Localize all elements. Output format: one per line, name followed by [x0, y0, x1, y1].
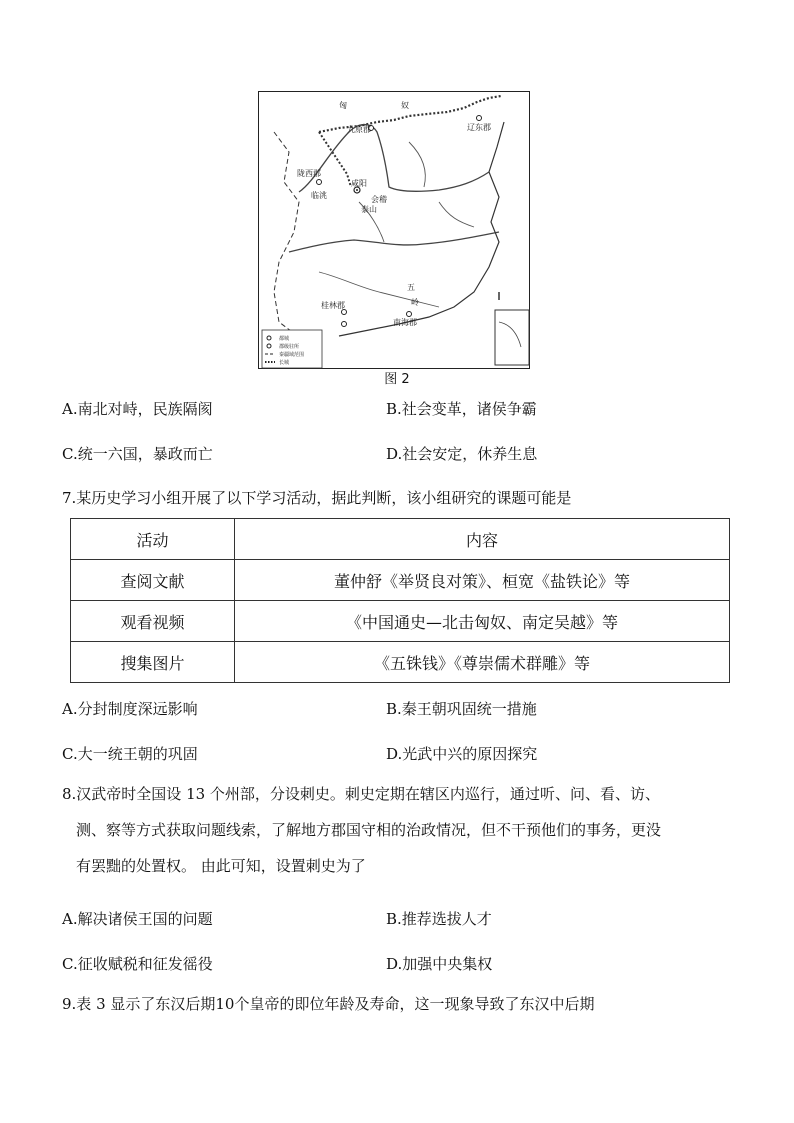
map-label-xianyang: 咸阳	[351, 179, 367, 188]
q8-option-b: B.推荐选拔人才	[386, 910, 492, 928]
q7-option-d: D.光武中兴的原因探究	[386, 745, 538, 763]
marker-xiang	[342, 322, 347, 327]
table-header-cell: 内容	[235, 519, 730, 560]
map-label-nanhai: 南海郡	[393, 318, 417, 327]
territory-boundary	[274, 132, 319, 342]
q6-option-b: B.社会变革，诸侯争霸	[386, 400, 537, 418]
map-label-guilin: 桂林郡	[321, 301, 345, 310]
table-cell: 搜集图片	[71, 642, 235, 683]
map-label-jiuyuan: 九原郡	[347, 125, 371, 134]
table-cell: 观看视频	[71, 601, 235, 642]
marker-longxi	[317, 180, 322, 185]
inset-coast	[499, 322, 521, 347]
river-a	[409, 142, 425, 187]
figure-caption: 图 2	[384, 372, 410, 387]
marker-nanhai	[407, 312, 412, 317]
q7-option-a: A.分封制度深远影响	[62, 700, 198, 718]
q8-option-a: A.解决诸侯王国的问题	[62, 910, 213, 928]
q7-option-b: B.秦王朝巩固统一措施	[386, 700, 537, 718]
map-label-kuaiji: 会稽	[371, 195, 387, 204]
q8-option-d: D.加强中央集权	[386, 955, 493, 973]
q7-activity-table	[70, 518, 730, 683]
q7-option-c: C.大一统王朝的巩固	[62, 745, 198, 763]
legend-commandery: 郡级驻所	[279, 344, 300, 350]
map-label-xiongnu-1: 匈	[339, 101, 347, 110]
table-row	[71, 560, 730, 601]
q9-stem: 9.表 3 显示了东汉后期10个皇帝的即位年龄及寿命，这一现象导致了东汉中后期	[62, 995, 595, 1013]
map-label-lintao: 临洮	[311, 191, 327, 200]
table-header-row	[71, 519, 730, 560]
coastline	[339, 122, 504, 336]
river-d	[439, 202, 474, 227]
inset-box	[495, 310, 529, 365]
qin-territory-map	[258, 91, 530, 369]
legend-capital: 都城	[279, 336, 290, 342]
q7-stem: 7.某历史学习小组开展了以下学习活动，据此判断，该小组研究的课题可能是	[62, 489, 572, 507]
map-label-wu: 五	[407, 283, 415, 292]
yangtze-river	[289, 232, 499, 252]
map-label-xiongnu-2: 奴	[401, 101, 409, 110]
table-cell: 《五铢钱》《尊崇儒术群雕》等	[235, 642, 730, 683]
q8-line-1: 8.汉武帝时全国设 13 个州部，分设刺史。刺史定期在辖区内巡行，通过听、问、看、访、	[62, 785, 660, 803]
table-row	[71, 601, 730, 642]
table-cell: 查阅文献	[71, 560, 235, 601]
q8-line-3: 有罢黜的处置权。 由此可知，设置刺史为了	[76, 857, 366, 875]
map-label-taishan: 泰山	[361, 205, 377, 214]
map-label-ling: 岭	[411, 298, 419, 307]
table-row	[71, 642, 730, 683]
marker-liaodong	[477, 116, 482, 121]
q8-option-c: C.征收赋税和征发徭役	[62, 955, 213, 973]
legend-boundary: 秦疆域范围	[279, 352, 305, 358]
q6-option-d: D.社会安定，休养生息	[386, 445, 538, 463]
yellow-river	[299, 125, 489, 193]
q6-option-a: A.南北对峙，民族隔阂	[62, 400, 213, 418]
table-cell: 董仲舒《举贤良对策》、桓宽《盐铁论》等	[235, 560, 730, 601]
q8-line-2: 测、察等方式获取问题线索，了解地方郡国守相的治政情况，但不干预他们的事务，更没	[76, 821, 662, 839]
legend-great-wall: 长城	[279, 360, 290, 366]
q6-option-c: C.统一六国，暴政而亡	[62, 445, 213, 463]
map-label-liaodong: 辽东郡	[467, 123, 491, 132]
table-cell: 《中国通史—北击匈奴、南定吴越》等	[235, 601, 730, 642]
map-drawing	[259, 92, 531, 370]
table-header-cell: 活动	[71, 519, 235, 560]
great-wall-west	[319, 132, 351, 187]
map-label-longxi: 陇西郡	[297, 169, 321, 178]
